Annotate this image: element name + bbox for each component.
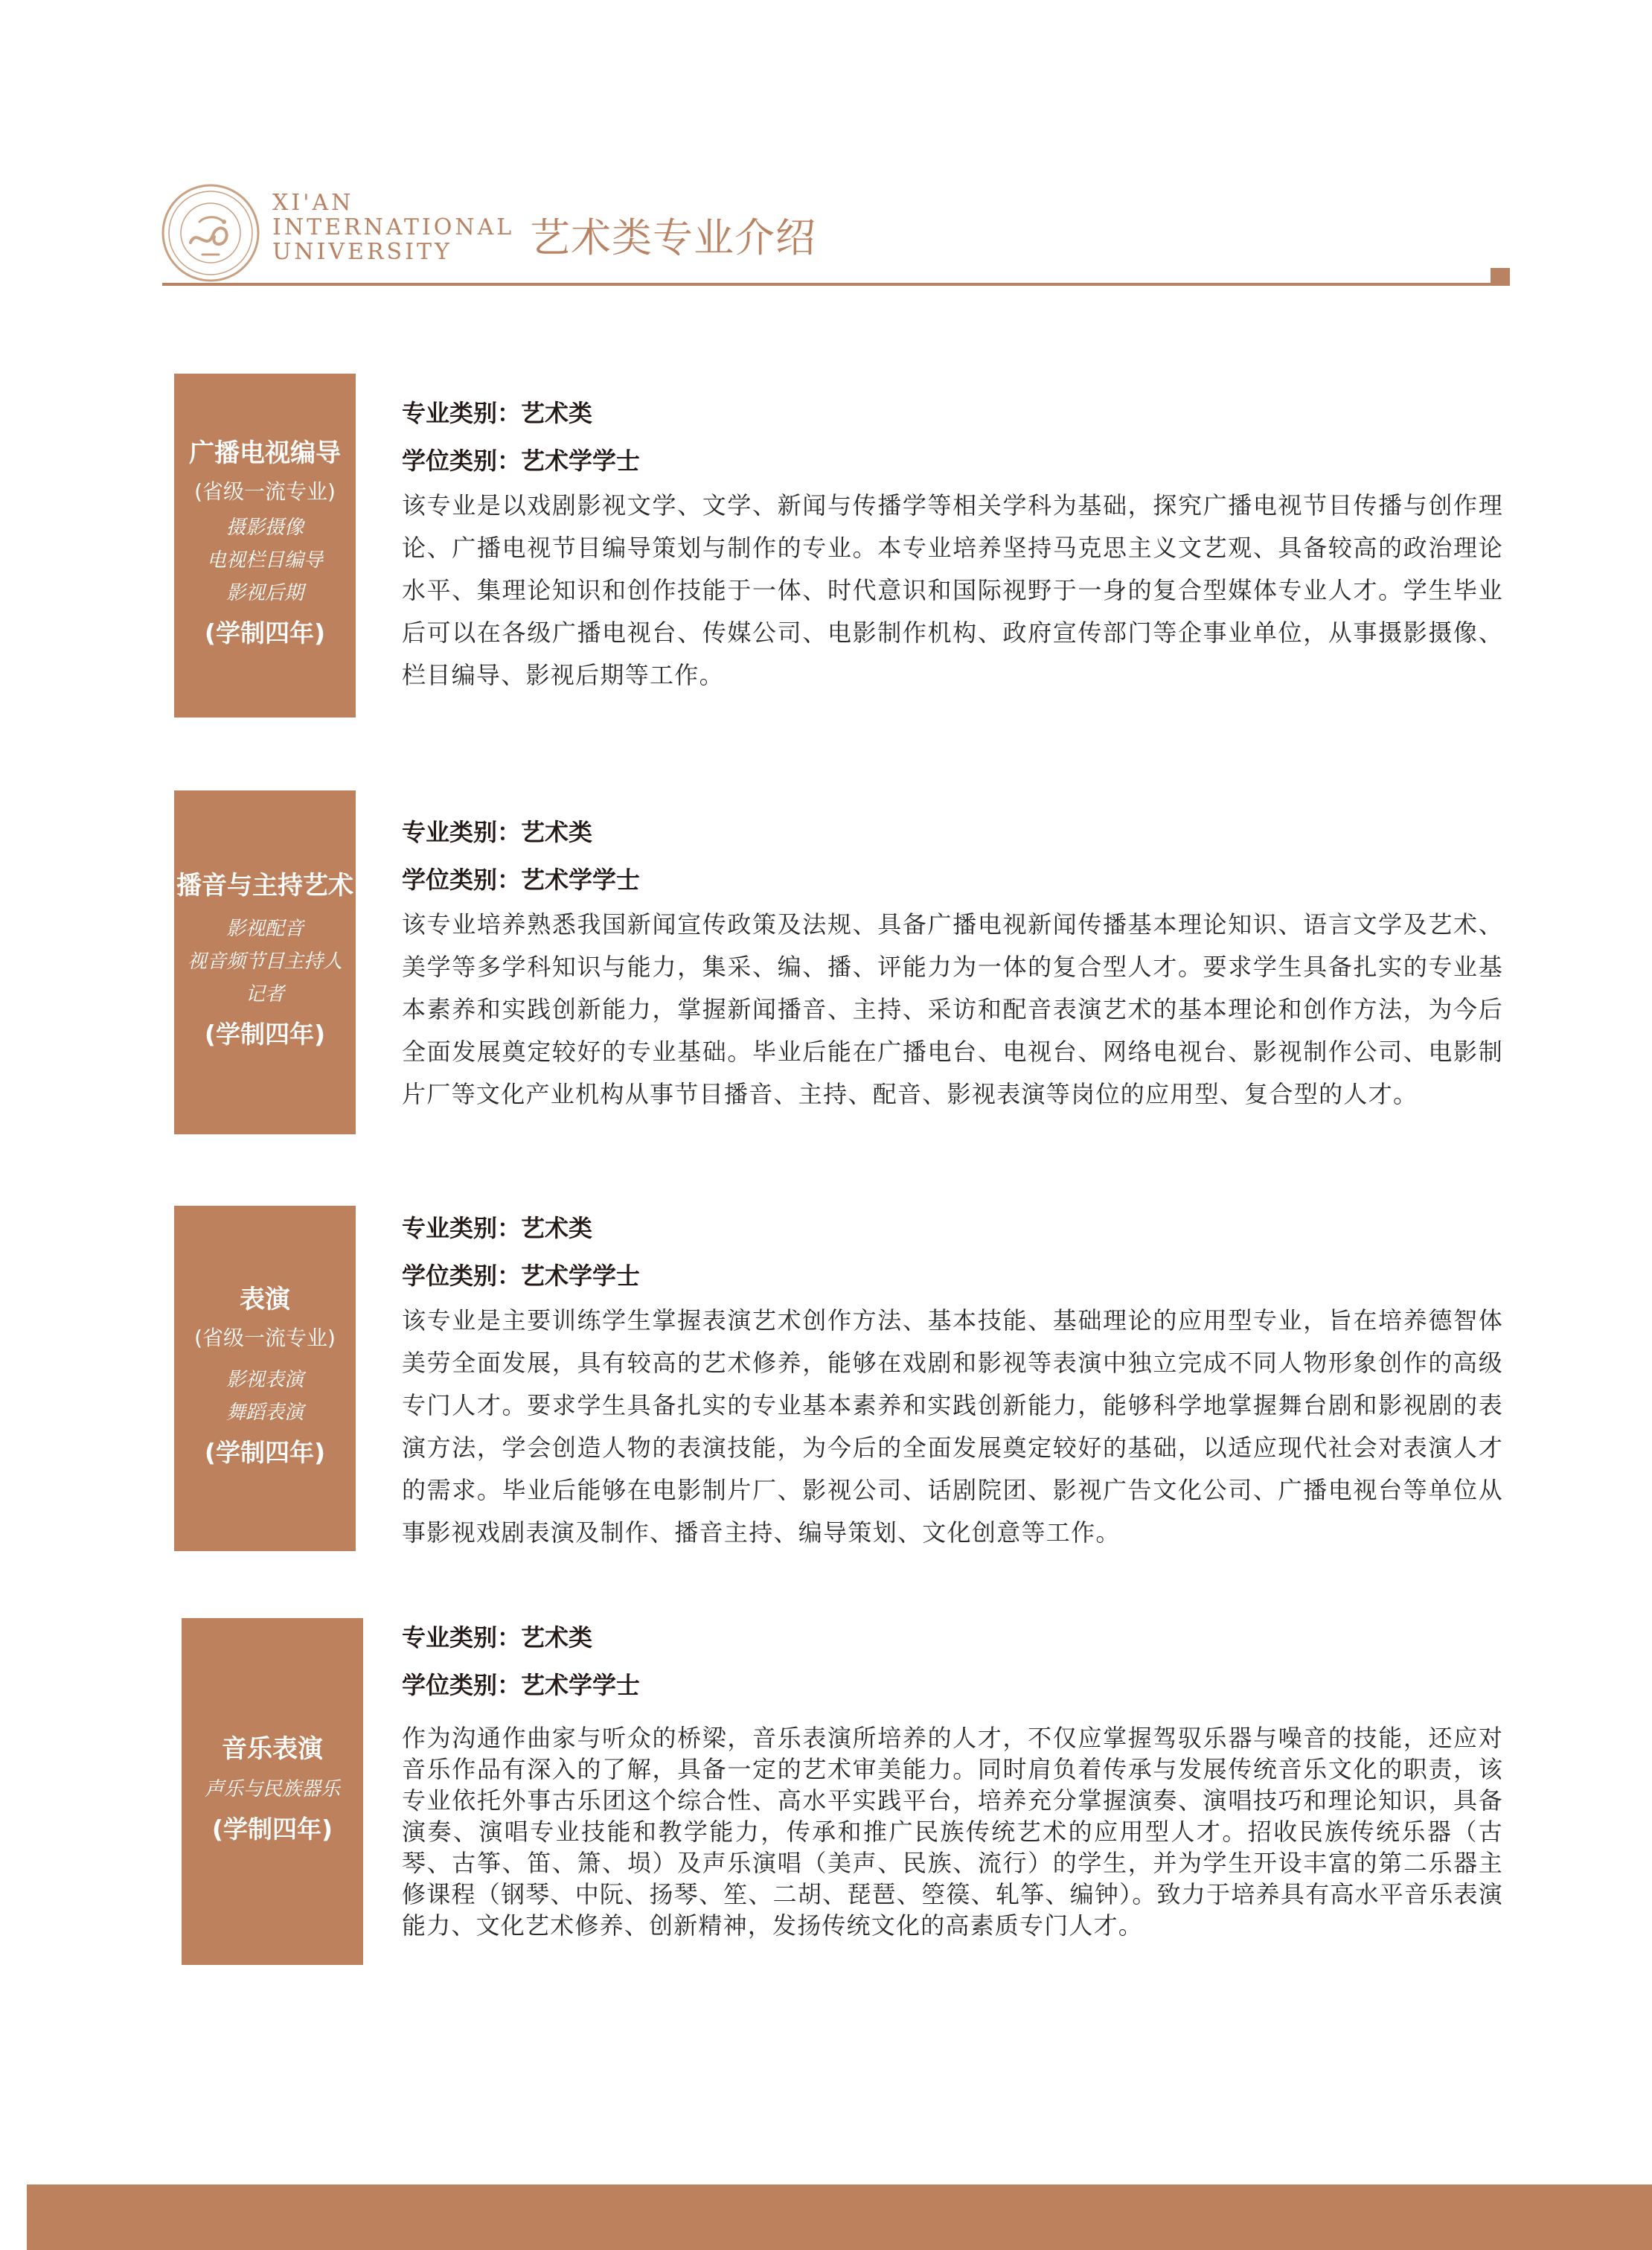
major-degree: 学位类别：艺术学学士 bbox=[402, 447, 641, 475]
major-category: 专业类别：艺术类 bbox=[402, 1623, 593, 1652]
university-logo-icon bbox=[161, 183, 260, 283]
direction-item: 记者 bbox=[245, 983, 284, 1006]
major-tag-music-performance bbox=[182, 1618, 363, 1965]
major-description: 作为沟通作曲家与听众的桥梁，音乐表演所培养的人才，不仅应掌握驾驭乐器与噪音的技能，还应对音乐作品有深入的了解，具备一定的艺术审美能力。同时肩负着传承与发展传统音乐文化的职责，该专业依托外事古乐团这个综合性、高水平实践平台，培养充分掌握演奏、演唱技巧和理论知识，具备演奏、演唱专业技能和教学能力，传承和推广民族传统艺术的应用型人才。招收民族传统乐器（古琴、古筝、笛、箫、埙）及声乐演唱（美声、民族、流行）的学生，并为学生开设丰富的第二乐器主修课程（钢琴、中阮、扬琴、笙、二胡、琵琶、箜篌、轧筝、编钟）。致力于培养具有高水平音乐表演能力、文化艺术修养、创新精神，发扬传统文化的高素质专门人才。 bbox=[402, 1724, 1503, 1940]
major-degree: 学位类别：艺术学学士 bbox=[402, 1671, 641, 1699]
major-content-music-performance bbox=[402, 1614, 1503, 1941]
direction-item: 影视表演 bbox=[225, 1369, 304, 1391]
major-category: 专业类别：艺术类 bbox=[402, 1214, 593, 1242]
major-tag-performance bbox=[174, 1206, 356, 1551]
major-category: 专业类别：艺术类 bbox=[402, 818, 593, 846]
major-description: 该专业培养熟悉我国新闻宣传政策及法规、具备广播电视新闻传播基本理论知识、语言文学及艺术、美学等多学科知识与能力，集采、编、播、评能力为一体的复合型人才。要求学生具备扎实的专业基本素养和实践创新能力，掌握新闻播音、主持、采访和配音表演艺术的基本理论和创作方法，为今后全面发展奠定较好的专业基础。毕业后能在广播电台、电视台、网络电视台、影视制作公司、电影制片厂等文化产业机构从事节目播音、主持、配音、影视表演等岗位的应用型、复合型的人才。 bbox=[402, 910, 1503, 1108]
major-category: 专业类别：艺术类 bbox=[402, 399, 593, 427]
major-directions bbox=[205, 1773, 340, 1806]
major-degree: 学位类别：艺术学学士 bbox=[402, 866, 641, 894]
major-years: (学制四年) bbox=[204, 619, 326, 648]
major-tag-broadcasting-hosting bbox=[174, 790, 356, 1134]
major-years: (学制四年) bbox=[204, 1020, 326, 1049]
direction-item: 电视栏目编导 bbox=[206, 549, 323, 572]
major-years: (学制四年) bbox=[211, 1815, 333, 1844]
page-title: 艺术类专业介绍 bbox=[530, 214, 816, 261]
footer-bar bbox=[27, 2185, 1652, 2250]
major-name: 播音与主持艺术 bbox=[176, 871, 353, 901]
major-name: 表演 bbox=[240, 1285, 290, 1314]
major-directions bbox=[226, 1364, 304, 1429]
major-content-broadcasting-hosting bbox=[402, 808, 1503, 1116]
major-note: (省级一流专业) bbox=[194, 1326, 336, 1350]
header-divider-square bbox=[1491, 268, 1510, 286]
direction-item: 视音频节目主持人 bbox=[187, 950, 342, 973]
direction-item: 影视后期 bbox=[225, 582, 304, 604]
major-description: 该专业是以戏剧影视文学、文学、新闻与传播学等相关学科为基础，探究广播电视节目传播与创作理论、广播电视节目编导策划与制作的专业。本专业培养坚持马克思主义文艺观、具备较高的政治理论水平、集理论知识和创作技能于一体、时代意识和国际视野于一身的复合型媒体专业人才。学生毕业后可以在各级广播电视台、传媒公司、电影制作机构、政府宣传部门等企事业单位，从事摄影摄像、栏目编导、影视后期等工作。 bbox=[402, 491, 1503, 689]
university-name bbox=[272, 191, 514, 264]
major-note: (省级一流专业) bbox=[194, 479, 336, 504]
major-content-broadcast-directing bbox=[402, 389, 1503, 697]
major-directions bbox=[207, 511, 323, 610]
major-directions bbox=[188, 913, 342, 1011]
university-name-line-1: XI'AN bbox=[272, 190, 354, 216]
direction-item: 影视配音 bbox=[225, 918, 304, 940]
major-name: 音乐表演 bbox=[222, 1734, 323, 1764]
direction-item: 舞蹈表演 bbox=[225, 1402, 304, 1424]
major-name: 广播电视编导 bbox=[189, 438, 341, 468]
header-divider bbox=[162, 283, 1509, 286]
major-degree: 学位类别：艺术学学士 bbox=[402, 1262, 641, 1290]
direction-item: 摄影摄像 bbox=[225, 517, 304, 539]
major-description: 该专业是主要训练学生掌握表演艺术创作方法、基本技能、基础理论的应用型专业，旨在培养德智体美劳全面发展，具有较高的艺术修养，能够在戏剧和影视等表演中独立完成不同人物形象创作的高级专门人才。要求学生具备扎实的专业基本素养和实践创新能力，能够科学地掌握舞台剧和影视剧的表演方法，学会创造人物的表演技能，为今后的全面发展奠定较好的基础，以适应现代社会对表演人才的需求。毕业后能够在电影制片厂、影视公司、话剧院团、影视广告文化公司、广播电视台等单位从事影视戏剧表演及制作、播音主持、编导策划、文化创意等工作。 bbox=[402, 1306, 1503, 1547]
university-name-line-3: UNIVERSITY bbox=[272, 239, 452, 265]
university-name-line-2: INTERNATIONAL bbox=[272, 214, 515, 240]
direction-item: 声乐与民族器乐 bbox=[204, 1778, 340, 1800]
major-years: (学制四年) bbox=[204, 1438, 326, 1467]
major-tag-broadcast-directing bbox=[174, 374, 356, 717]
major-content-performance bbox=[402, 1204, 1503, 1554]
